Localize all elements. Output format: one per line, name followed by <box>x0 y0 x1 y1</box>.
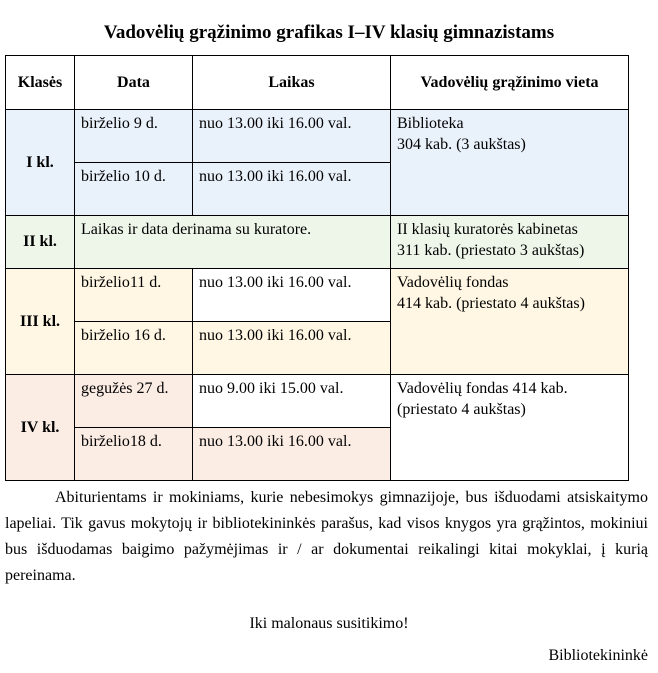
class-cell-2: II kl. <box>6 216 75 269</box>
place-line: II klasių kuratorės kabinetas <box>397 221 578 238</box>
place-cell-4 <box>391 375 629 481</box>
place-line: 311 kab. (priestato 3 aukštas) <box>397 242 585 259</box>
place-cell-3 <box>391 269 629 375</box>
place-line: Vadovėlių fondas <box>397 274 509 291</box>
date-cell: birželio 16 d. <box>75 322 193 375</box>
date-cell: birželio11 d. <box>75 269 193 322</box>
place-line: Vadovėlių fondas 414 kab. <box>397 380 568 397</box>
greeting: Iki malonaus susitikimo! <box>249 615 409 632</box>
date-cell: birželio 9 d. <box>75 110 193 163</box>
info-paragraph <box>5 485 648 589</box>
time-cell: nuo 13.00 iki 16.00 val. <box>193 163 391 216</box>
place-cell-2 <box>391 216 629 269</box>
date-cell: birželio18 d. <box>75 428 193 481</box>
time-cell: nuo 13.00 iki 16.00 val. <box>193 322 391 375</box>
place-line: 414 kab. (priestato 4 aukštas) <box>397 295 585 312</box>
class-cell-1: I kl. <box>6 110 75 216</box>
signature: Bibliotekininkė <box>548 647 648 664</box>
class-cell-4: IV kl. <box>6 375 75 481</box>
table-row <box>6 269 629 322</box>
place-line: (priestato 4 aukštas) <box>397 401 526 418</box>
page-title: Vadovėlių grąžinimo grafikas I–IV klasių gimnazistams <box>103 22 555 43</box>
time-cell: nuo 13.00 iki 16.00 val. <box>193 269 391 322</box>
date-cell: birželio 10 d. <box>75 163 193 216</box>
time-cell: nuo 13.00 iki 16.00 val. <box>193 110 391 163</box>
table-header-row <box>6 56 629 110</box>
header-vieta: Vadovėlių grąžinimo vieta <box>391 56 629 110</box>
class-cell-3: III kl. <box>6 269 75 375</box>
place-line: Biblioteka <box>397 115 464 132</box>
header-data: Data <box>75 56 193 110</box>
table-row <box>6 375 629 428</box>
time-cell: nuo 13.00 iki 16.00 val. <box>193 428 391 481</box>
table-row <box>6 110 629 163</box>
schedule-table <box>5 55 629 481</box>
date-cell: gegužės 27 d. <box>75 375 193 428</box>
table-row <box>6 216 629 269</box>
place-cell-1 <box>391 110 629 216</box>
header-laikas: Laikas <box>193 56 391 110</box>
header-klases: Klasės <box>6 56 75 110</box>
place-line: 304 kab. (3 aukštas) <box>397 136 526 153</box>
merged-note-cell: Laikas ir data derinama su kuratore. <box>75 216 391 269</box>
time-cell: nuo 9.00 iki 15.00 val. <box>193 375 391 428</box>
info-text: Abiturientams ir mokiniams, kurie nebesimokys gimnazijoje, bus išduodami atsiskaitymo lapeliai. Tik gavus mokytojų ir bibliotekininkės parašus, kad visos knygos yra grąžintos, mokiniui bus išduodamas baigimo pažymėjimas ir / ar dokumentai reikalingi kitai mokyklai, į kurią pereinama. <box>5 489 648 584</box>
